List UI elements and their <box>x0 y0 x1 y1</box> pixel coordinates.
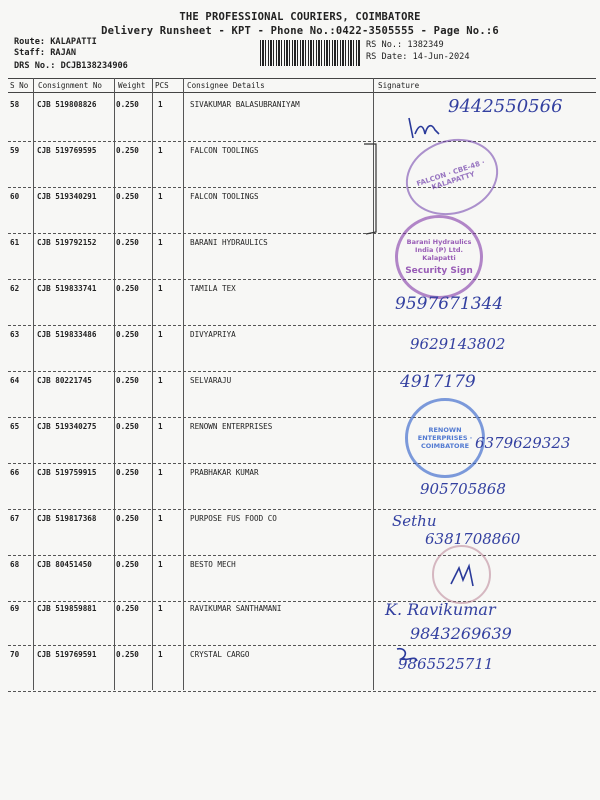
signature-name-69: K. Ravikumar <box>385 600 496 619</box>
row-consignment: CJB 519769595 <box>37 146 97 155</box>
table-row <box>8 326 596 372</box>
row-consignment: CJB 519817368 <box>37 514 97 523</box>
row-pcs: 1 <box>158 238 163 247</box>
table-header-rule <box>8 92 596 93</box>
row-pcs: 1 <box>158 192 163 201</box>
row-sno: 60 <box>10 192 20 201</box>
row-consignment: CJB 519769591 <box>37 650 97 659</box>
row-pcs: 1 <box>158 604 163 613</box>
row-consignment: CJB 519759915 <box>37 468 97 477</box>
rs-date-field <box>366 52 470 62</box>
table-row <box>8 188 596 234</box>
drs-value: DCJB138234906 <box>60 61 128 71</box>
row-consignee: RENOWN ENTERPRISES <box>190 422 273 431</box>
row-consignment: CJB 519792152 <box>37 238 97 247</box>
rs-date-value: 14-Jun-2024 <box>412 52 470 62</box>
row-pcs: 1 <box>158 468 163 477</box>
row-consignment: CJB 80221745 <box>37 376 92 385</box>
row-consignment: CJB 519833486 <box>37 330 97 339</box>
table-top-rule <box>8 78 596 79</box>
falcon-stamp: FALCON · CBE-48 · KALAPATTY <box>396 127 508 226</box>
row-consignment: CJB 519340291 <box>37 192 97 201</box>
staff-field <box>14 48 76 58</box>
barani-stamp-text: Barani Hydraulics India (P) Ltd. Kalapatti <box>406 238 472 262</box>
signature-phone-62: 9597671344 <box>395 294 504 314</box>
row-sno: 70 <box>10 650 20 659</box>
signature-phone-70: 9865525711 <box>398 655 494 673</box>
row-weight: 0.250 <box>116 192 139 201</box>
row-sno: 64 <box>10 376 20 385</box>
row-consignment: CJB 519859881 <box>37 604 97 613</box>
row-pcs: 1 <box>158 650 163 659</box>
signature-scribble-68 <box>447 560 477 590</box>
row-pcs: 1 <box>158 146 163 155</box>
row-sno: 58 <box>10 100 20 109</box>
row-consignee: BESTO MECH <box>190 560 236 569</box>
table-row <box>8 464 596 510</box>
route-field <box>14 37 97 47</box>
staff-value: RAJAN <box>50 48 77 58</box>
row-weight: 0.250 <box>116 376 139 385</box>
row-consignee: FALCON TOOLINGS <box>190 192 259 201</box>
row-consignee: RAVIKUMAR SANTHAMANI <box>190 604 282 613</box>
row-weight: 0.250 <box>116 604 139 613</box>
signature-phone-63: 9629143802 <box>410 335 506 353</box>
row-consignment: CJB 519340275 <box>37 422 97 431</box>
rs-no-value: 1382349 <box>407 40 444 50</box>
row-consignee: CRYSTAL CARGO <box>190 650 250 659</box>
row-consignee: SIVAKUMAR BALASUBRANIYAM <box>190 100 300 109</box>
rs-no-field <box>366 40 444 50</box>
row-sno: 66 <box>10 468 20 477</box>
table-row <box>8 556 596 602</box>
row-sno: 69 <box>10 604 20 613</box>
row-pcs: 1 <box>158 560 163 569</box>
signature-phone-67: 6381708860 <box>425 530 521 548</box>
signature-phone-69: 9843269639 <box>410 624 512 643</box>
row-weight: 0.250 <box>116 422 139 431</box>
row-weight: 0.250 <box>116 100 139 109</box>
row-sno: 63 <box>10 330 20 339</box>
signature-phone-66: 905705868 <box>420 480 506 498</box>
table-row <box>8 142 596 188</box>
row-separator <box>8 691 596 692</box>
row-weight: 0.250 <box>116 238 139 247</box>
route-label: Route: <box>14 37 46 47</box>
col-consignee: Consignee Details <box>187 81 265 90</box>
signature-phone-65: 6379629323 <box>475 434 571 452</box>
drs-field <box>14 61 128 71</box>
table-row <box>8 234 596 280</box>
row-consignment: CJB 519808826 <box>37 100 97 109</box>
drs-label: DRS No.: <box>14 61 56 71</box>
row-consignee: BARANI HYDRAULICS <box>190 238 268 247</box>
row-pcs: 1 <box>158 100 163 109</box>
row-consignee: FALCON TOOLINGS <box>190 146 259 155</box>
renown-stamp: RENOWN ENTERPRISES · COIMBATORE <box>405 398 485 478</box>
col-weight: Weight <box>118 81 146 90</box>
row-weight: 0.250 <box>116 468 139 477</box>
row-sno: 59 <box>10 146 20 155</box>
row-consignee: SELVARAJU <box>190 376 232 385</box>
row-weight: 0.250 <box>116 560 139 569</box>
barcode <box>260 40 360 66</box>
barani-stamp <box>395 215 483 299</box>
col-sno: S No <box>10 81 29 90</box>
row-consignee: TAMILA TEX <box>190 284 236 293</box>
row-pcs: 1 <box>158 284 163 293</box>
table-row <box>8 372 596 418</box>
row-sno: 62 <box>10 284 20 293</box>
signature-scribble-58 <box>405 112 445 142</box>
signature-name-67: Sethu <box>392 512 437 530</box>
rs-date-label: RS Date: <box>366 52 408 62</box>
col-consignment: Consignment No <box>38 81 103 90</box>
route-value: KALAPATTI <box>50 37 97 47</box>
row-consignment: CJB 80451450 <box>37 560 92 569</box>
col-signature: Signature <box>378 81 420 90</box>
signature-phone-64: 4917179 <box>400 372 476 392</box>
faded-stamp-68 <box>432 545 491 604</box>
row-weight: 0.250 <box>116 146 139 155</box>
row-consignee: PRABHAKAR KUMAR <box>190 468 259 477</box>
col-pcs: PCS <box>155 81 169 90</box>
bracket-mark <box>362 142 382 237</box>
barani-stamp-inner: Security Sign <box>405 266 473 276</box>
row-pcs: 1 <box>158 514 163 523</box>
row-consignee: PURPOSE FUS FOOD CO <box>190 514 277 523</box>
company-title: THE PROFESSIONAL COURIERS, COIMBATORE <box>179 11 421 23</box>
row-sno: 61 <box>10 238 20 247</box>
row-sno: 68 <box>10 560 20 569</box>
row-weight: 0.250 <box>116 284 139 293</box>
table-row <box>8 280 596 326</box>
row-weight: 0.250 <box>116 514 139 523</box>
row-pcs: 1 <box>158 376 163 385</box>
table-row <box>8 646 596 692</box>
row-consignment: CJB 519833741 <box>37 284 97 293</box>
row-sno: 65 <box>10 422 20 431</box>
rs-no-label: RS No.: <box>366 40 403 50</box>
runsheet-title: Delivery Runsheet - KPT - Phone No.:0422-3505555 - Page No.:6 <box>101 25 499 37</box>
row-weight: 0.250 <box>116 330 139 339</box>
signature-phone-58: 9442550566 <box>448 96 563 117</box>
row-pcs: 1 <box>158 422 163 431</box>
row-pcs: 1 <box>158 330 163 339</box>
row-consignee: DIVYAPRIYA <box>190 330 236 339</box>
row-sno: 67 <box>10 514 20 523</box>
staff-label: Staff: <box>14 48 46 58</box>
row-weight: 0.250 <box>116 650 139 659</box>
